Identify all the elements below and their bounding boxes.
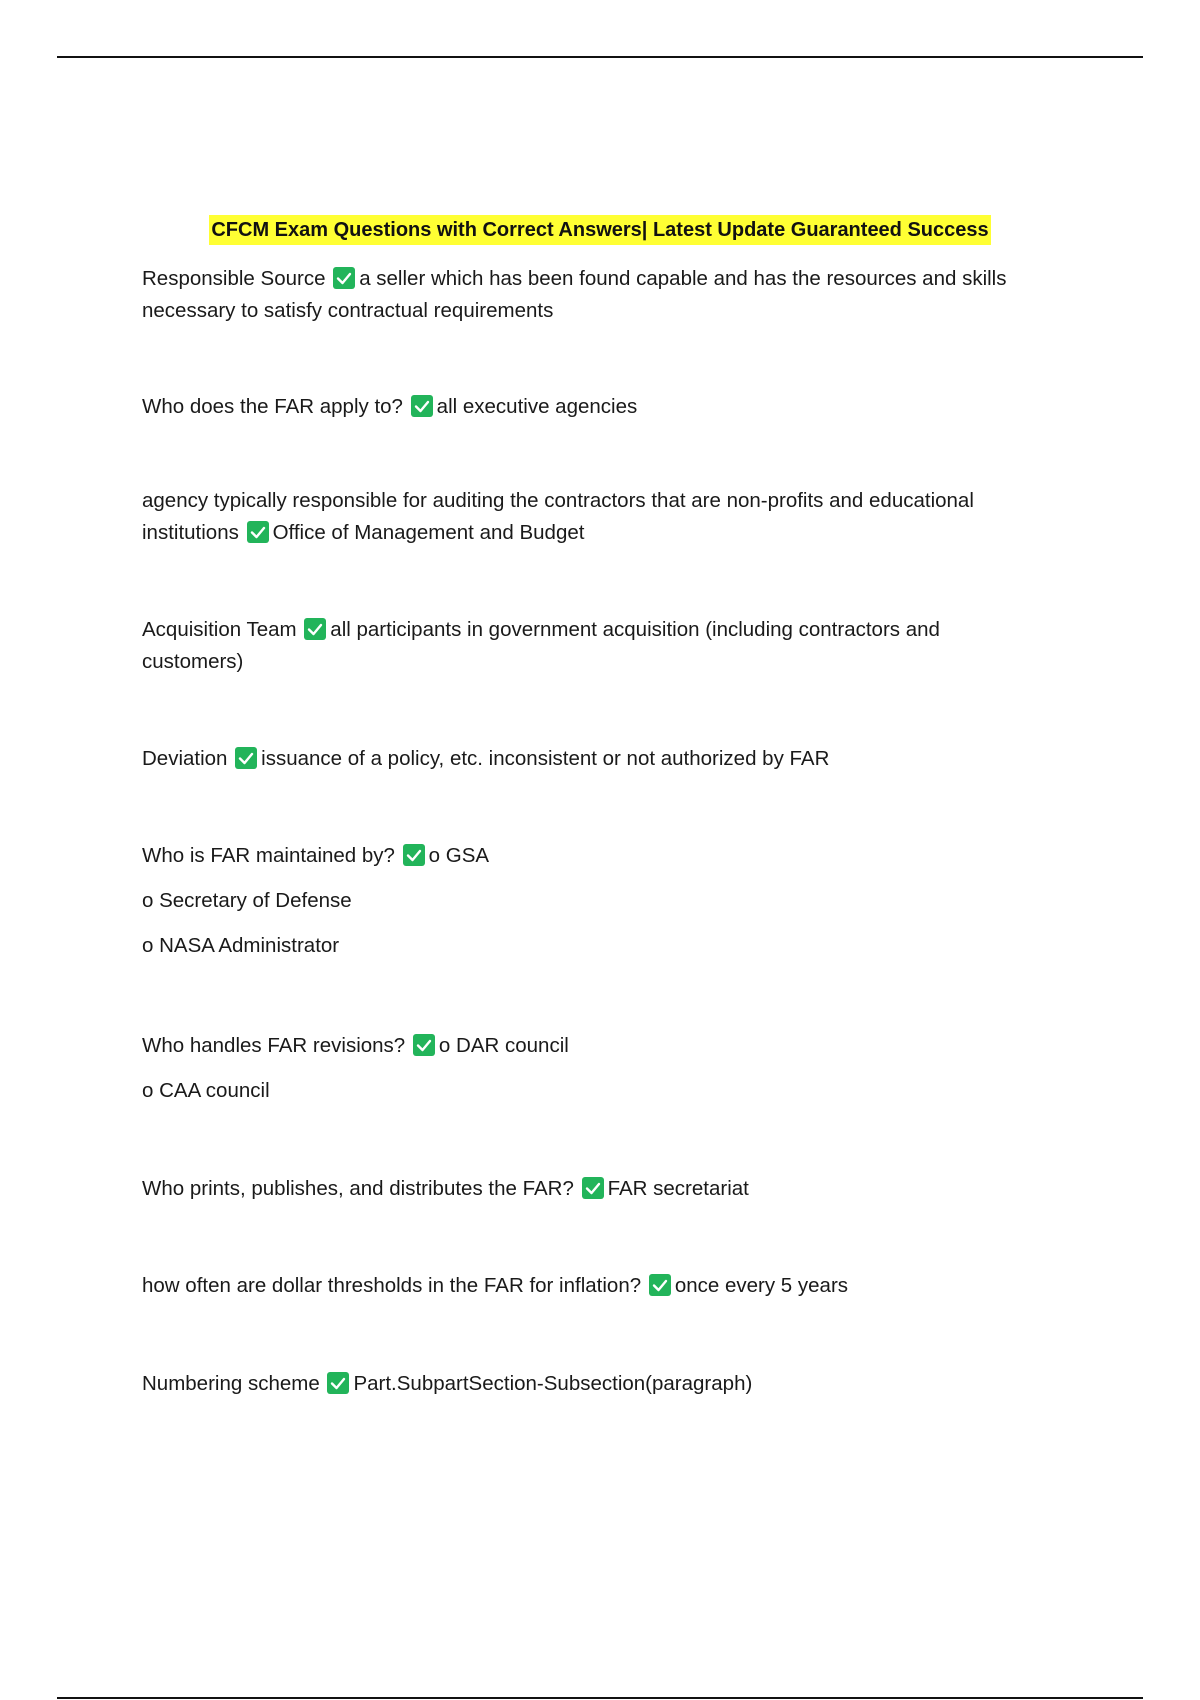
qa-item-far-applies: [142, 391, 1042, 423]
qa-line: [142, 1368, 1042, 1400]
question-text: how often are dollar thresholds in the FAR for inflation?: [142, 1274, 642, 1297]
answer-text: a seller which has been found capable and has the resources and skills: [359, 267, 1007, 290]
qa-line: [142, 1270, 1042, 1302]
answer-text: Part.SubpartSection-Subsection(paragraph): [353, 1372, 753, 1395]
checkmark-icon: [411, 395, 433, 417]
qa-item-responsible-source: [142, 263, 1042, 327]
answer-continuation: necessary to satisfy contractual requirements: [142, 299, 554, 322]
checkmark-icon: [413, 1034, 435, 1056]
question-text: Who prints, publishes, and distributes the FAR?: [142, 1177, 574, 1200]
checkmark-icon: [333, 267, 355, 289]
checkmark-icon: [304, 618, 326, 640]
question-text: Acquisition Team: [142, 618, 297, 641]
checkmark-icon: [247, 521, 269, 543]
answer-text: issuance of a policy, etc. inconsistent or not authorized by FAR: [261, 747, 830, 770]
question-text: Who does the FAR apply to?: [142, 395, 403, 418]
qa-item-numbering-scheme: [142, 1368, 1042, 1400]
qa-line: [142, 743, 1042, 775]
checkmark-icon: [649, 1274, 671, 1296]
qa-line: [142, 614, 1042, 646]
question-text: Numbering scheme: [142, 1372, 320, 1395]
answer-text: FAR secretariat: [607, 1177, 749, 1200]
answer-continuation: customers): [142, 650, 244, 673]
qa-item-auditing-agency: [142, 485, 1042, 549]
answer-text: o GSA: [428, 844, 490, 867]
qa-item-dollar-thresholds: [142, 1270, 1042, 1302]
answer-option: o NASA Administrator: [142, 934, 340, 957]
qa-item-far-revisions: [142, 1030, 1042, 1107]
qa-line: [142, 263, 1042, 295]
question-line-1: agency typically responsible for auditing the contractors that are non-profits and educational: [142, 489, 974, 512]
answer-text: all executive agencies: [436, 395, 638, 418]
answer-option: o Secretary of Defense: [142, 889, 352, 912]
qa-line: [142, 840, 1042, 872]
checkmark-icon: [582, 1177, 604, 1199]
header-rule: [57, 56, 1143, 58]
qa-item-far-maintained: [142, 840, 1042, 962]
qa-line: [142, 391, 1042, 423]
question-text: Responsible Source: [142, 267, 326, 290]
answer-text: all participants in government acquisition (including contractors and: [330, 618, 940, 641]
qa-line: [142, 1030, 1042, 1062]
checkmark-icon: [403, 844, 425, 866]
question-text: Who handles FAR revisions?: [142, 1034, 406, 1057]
qa-item-far-prints: [142, 1173, 1042, 1205]
qa-item-acquisition-team: [142, 614, 1042, 678]
answer-text: o DAR council: [438, 1034, 569, 1057]
question-text: Who is FAR maintained by?: [142, 844, 395, 867]
checkmark-icon: [327, 1372, 349, 1394]
title-wrap: [0, 215, 1200, 245]
question-text: Deviation: [142, 747, 228, 770]
qa-line: [142, 1173, 1042, 1205]
qa-line: [142, 517, 1042, 549]
question-text: institutions: [142, 521, 239, 544]
qa-item-deviation: [142, 743, 1042, 775]
footer-rule: [57, 1697, 1143, 1699]
answer-text: Office of Management and Budget: [272, 521, 585, 544]
document-title: CFCM Exam Questions with Correct Answers| Latest Update Guaranteed Success: [209, 215, 990, 245]
checkmark-icon: [235, 747, 257, 769]
answer-option: o CAA council: [142, 1079, 270, 1102]
answer-text: once every 5 years: [674, 1274, 849, 1297]
